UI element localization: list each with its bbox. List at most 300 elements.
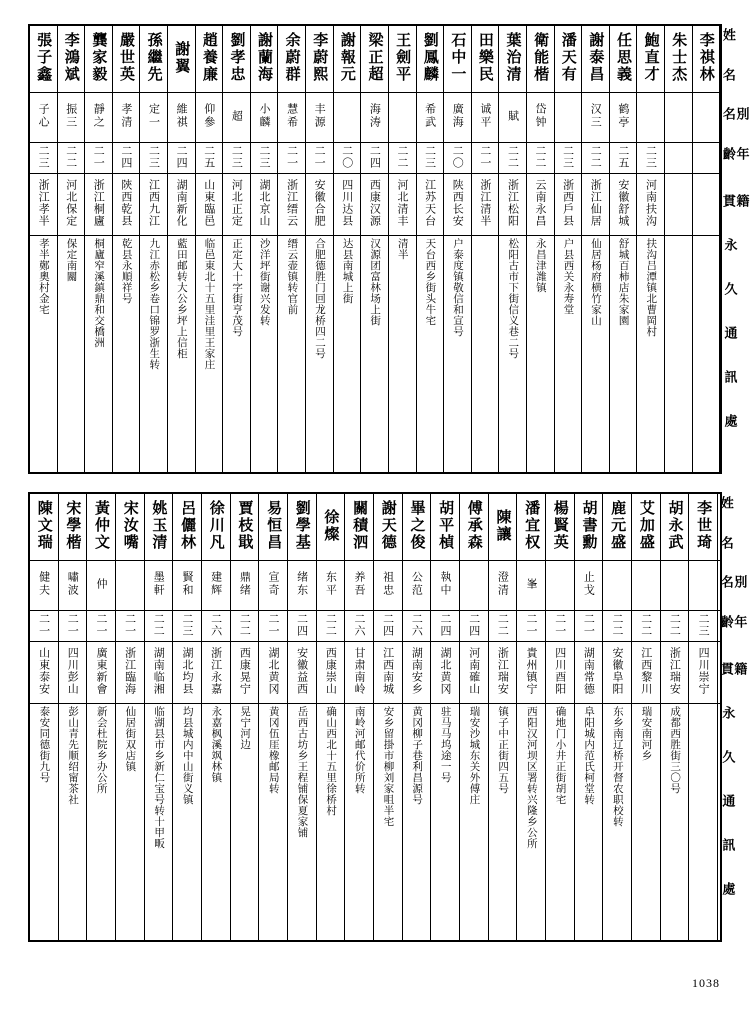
address-text: 永昌津潍镇 — [534, 237, 547, 293]
cell-address — [689, 703, 718, 941]
cell-age — [637, 142, 665, 174]
age-text: 二一 — [92, 144, 106, 169]
cell-age — [345, 610, 374, 642]
name-text: 李祺林 — [697, 32, 716, 84]
cell-alias — [173, 561, 202, 611]
cell-name — [692, 25, 720, 93]
cell-native — [140, 174, 168, 236]
native-text: 安徽益西 — [295, 647, 309, 696]
native-text: 云南永昌 — [534, 179, 548, 228]
cell-native — [546, 642, 575, 704]
cell-name — [665, 25, 693, 93]
cell-native — [144, 642, 173, 704]
name-text: 梁正超 — [366, 32, 385, 84]
name-text: 王劍平 — [394, 32, 413, 84]
cell-age — [471, 142, 499, 174]
cell-address — [306, 235, 334, 473]
cell-age — [361, 142, 389, 174]
name-text: 鮑直才 — [642, 32, 661, 84]
column-header-name — [717, 493, 733, 561]
address-text: 瑞安沙城东关外傅庄 — [468, 705, 481, 805]
cell-age — [144, 610, 173, 642]
native-text: 浙江孝半 — [37, 179, 51, 228]
column-header-text: 姓 名 — [717, 496, 733, 556]
cell-alias — [517, 561, 546, 611]
name-text: 艾加盛 — [637, 500, 656, 552]
alias-text: 小麟 — [257, 103, 271, 129]
name-text: 劉孝忠 — [228, 32, 247, 84]
column-header-text: 別 名 — [717, 574, 747, 615]
native-text: 河南扶沟 — [644, 179, 658, 228]
cell-native — [574, 642, 603, 704]
cell-native — [471, 174, 499, 236]
table-row — [29, 93, 721, 143]
age-text: 二一 — [582, 612, 596, 637]
cell-name — [85, 25, 113, 93]
name-text: 賈枝戢 — [236, 500, 255, 552]
address-text: 仙居杨府横竹家山 — [590, 237, 603, 326]
alias-text: 祖忠 — [381, 571, 395, 597]
cell-name — [444, 25, 472, 93]
cell-age — [195, 142, 223, 174]
cell-address — [259, 703, 288, 941]
cell-native — [374, 642, 403, 704]
age-text: 二一 — [123, 612, 137, 637]
cell-alias — [278, 93, 306, 143]
address-text: 缙云壶镇转官前 — [286, 237, 299, 315]
native-text: 西康晃宁 — [238, 647, 252, 696]
cell-native — [345, 642, 374, 704]
cell-age — [388, 142, 416, 174]
cell-alias — [288, 561, 317, 611]
cell-name — [195, 25, 223, 93]
age-text: 二三 — [644, 144, 658, 169]
cell-address — [665, 235, 693, 473]
name-text: 潘天有 — [559, 32, 578, 84]
cell-name — [603, 493, 632, 561]
name-text: 謝泰昌 — [587, 32, 606, 84]
cell-address — [345, 703, 374, 941]
age-text: 二六 — [209, 612, 223, 637]
cell-alias — [546, 561, 575, 611]
cell-age — [85, 142, 113, 174]
table-row — [29, 561, 721, 611]
cell-age — [692, 142, 720, 174]
alias-text: 鹤亭 — [616, 103, 630, 129]
name-text: 余蔚群 — [283, 32, 302, 84]
native-text: 浙江缙云 — [285, 179, 299, 228]
cell-native — [689, 642, 718, 704]
age-text: 二三 — [561, 144, 575, 169]
cell-address — [140, 235, 168, 473]
column-header-alias — [719, 93, 749, 147]
name-text: 任思義 — [614, 32, 633, 84]
cell-age — [140, 142, 168, 174]
cell-age — [665, 142, 693, 174]
cell-alias — [499, 93, 527, 143]
native-text: 湖南常德 — [582, 647, 596, 696]
cell-alias — [250, 93, 278, 143]
cell-native — [278, 174, 306, 236]
cell-native — [259, 642, 288, 704]
age-text: 二三 — [697, 612, 711, 637]
age-text: 二二 — [534, 144, 548, 169]
cell-alias — [168, 93, 196, 143]
cell-address — [250, 235, 278, 473]
cell-name — [306, 25, 334, 93]
address-text: 晃宁河边 — [239, 705, 252, 750]
cell-name — [316, 493, 345, 561]
age-text: 二六 — [353, 612, 366, 637]
cell-alias — [361, 93, 389, 143]
cell-age — [416, 142, 444, 174]
cell-address — [517, 703, 546, 941]
cell-alias — [660, 561, 689, 611]
address-text: 合肥德胜门回龙桥四二号 — [313, 237, 326, 359]
cell-alias — [112, 93, 140, 143]
cell-name — [554, 25, 582, 93]
cell-address — [173, 703, 202, 941]
alias-text: 诚平 — [478, 103, 492, 129]
cell-native — [250, 174, 278, 236]
native-text: 湖北黄冈 — [439, 647, 453, 696]
alias-text: 廣海 — [451, 103, 465, 129]
cell-alias — [29, 93, 57, 143]
name-text: 劉鳳麟 — [421, 32, 440, 84]
name-text: 潘宜权 — [523, 500, 542, 552]
age-text: 二二 — [396, 144, 409, 169]
address-text: 仙居街双店镇 — [124, 705, 137, 772]
native-text: 安徽阜阳 — [611, 647, 625, 696]
cell-age — [278, 142, 306, 174]
column-header-text: 永 久 通 訊 處 — [719, 705, 735, 903]
alias-text: 健夫 — [37, 571, 51, 597]
cell-name — [116, 493, 145, 561]
cell-age — [499, 142, 527, 174]
age-text: 二一 — [553, 612, 567, 637]
age-text: 二三 — [37, 144, 51, 169]
native-text: 浙江永嘉 — [209, 647, 223, 696]
name-text: 宋學楷 — [64, 500, 83, 552]
cell-address — [388, 235, 416, 473]
name-text: 徐川凡 — [207, 500, 226, 552]
cell-age — [112, 142, 140, 174]
cell-alias — [431, 561, 460, 611]
cell-address — [402, 703, 431, 941]
native-text: 湖北均县 — [180, 647, 194, 696]
cell-name — [278, 25, 306, 93]
column-header-name — [719, 25, 735, 93]
name-text: 謝蘭海 — [256, 32, 275, 84]
age-text: 二五 — [616, 144, 630, 169]
address-text: 镇子中正街四五号 — [497, 705, 510, 794]
age-text: 二二 — [668, 612, 682, 637]
cell-name — [250, 25, 278, 93]
age-text: 二二 — [64, 144, 78, 169]
alias-text: 公范 — [410, 571, 424, 597]
alias-text: 賦 — [506, 109, 520, 123]
table-row — [29, 25, 721, 93]
cell-address — [58, 703, 87, 941]
name-text: 嚴世英 — [118, 32, 136, 84]
cell-alias — [140, 93, 168, 143]
address-text: 安乡留掛市柳刘家咀半宅 — [382, 705, 395, 827]
cell-native — [202, 642, 231, 704]
table-row — [29, 642, 721, 704]
alias-text: 嘯波 — [66, 571, 80, 597]
address-text: 彭山青先顺绍甯茶社 — [67, 705, 80, 805]
column-header-text: 別 名 — [719, 106, 749, 147]
age-text: 二一 — [94, 612, 108, 637]
cell-alias — [333, 93, 361, 143]
name-text: 趙養廉 — [200, 32, 219, 84]
cell-name — [660, 493, 689, 561]
address-text: 确地门小井正街胡宅 — [554, 705, 567, 805]
cell-name — [140, 25, 168, 93]
cell-address — [223, 235, 251, 473]
cell-name — [574, 493, 603, 561]
cell-native — [112, 174, 140, 236]
cell-name — [288, 493, 317, 561]
cell-native — [460, 642, 489, 704]
cell-alias — [259, 561, 288, 611]
cell-alias — [665, 93, 693, 143]
address-text: 汉源团富林场上街 — [369, 237, 382, 326]
cell-age — [116, 610, 145, 642]
alias-text: 孝清 — [119, 103, 133, 129]
address-text: 均县城内中山街义镇 — [181, 705, 194, 805]
cell-name — [58, 493, 87, 561]
cell-alias — [374, 561, 403, 611]
cell-alias — [574, 561, 603, 611]
cell-native — [603, 642, 632, 704]
name-text: 鹿元盛 — [609, 500, 628, 552]
cell-native — [526, 174, 554, 236]
alias-text: 养吾 — [353, 571, 366, 597]
cell-name — [168, 25, 196, 93]
cell-alias — [554, 93, 582, 143]
cell-address — [603, 703, 632, 941]
native-text: 浙江仙居 — [589, 179, 603, 228]
cell-name — [637, 25, 665, 93]
name-text: 易恒昌 — [265, 500, 284, 552]
cell-address — [116, 703, 145, 941]
cell-address — [195, 235, 223, 473]
cell-address — [57, 235, 85, 473]
address-text: 沙洋坪街谢兴发转 — [258, 237, 271, 326]
cell-alias — [316, 561, 345, 611]
cell-native — [692, 174, 720, 236]
cell-native — [57, 174, 85, 236]
age-text: 二二 — [496, 612, 510, 637]
cell-name — [29, 493, 58, 561]
cell-native — [58, 642, 87, 704]
cell-address — [692, 235, 720, 473]
cell-age — [582, 142, 610, 174]
cell-age — [660, 610, 689, 642]
name-text: 朱士杰 — [670, 32, 689, 84]
column-header-native — [717, 642, 747, 704]
cell-age — [306, 142, 334, 174]
cell-age — [333, 142, 361, 174]
table-row — [29, 142, 721, 174]
cell-address — [632, 703, 661, 941]
alias-text: 澄清 — [496, 571, 510, 597]
cell-native — [230, 642, 259, 704]
address-text: 黄冈柳子巷利昌源号 — [411, 705, 424, 805]
native-text: 山東臨邑 — [202, 179, 216, 228]
cell-native — [85, 174, 113, 236]
native-text: 浙江瑞安 — [668, 647, 682, 696]
cell-alias — [471, 93, 499, 143]
alias-text: 汉三 — [589, 103, 603, 129]
cell-alias — [692, 93, 720, 143]
cell-address — [526, 235, 554, 473]
cell-age — [526, 142, 554, 174]
native-text: 浙江桐廬 — [92, 179, 106, 228]
cell-address — [444, 235, 472, 473]
alias-text: 定一 — [147, 103, 161, 129]
cell-native — [223, 174, 251, 236]
name-text: 石中一 — [449, 32, 468, 84]
cell-alias — [460, 561, 489, 611]
cell-address — [637, 235, 665, 473]
cell-address — [85, 235, 113, 473]
alias-text: 止戈 — [582, 571, 596, 597]
cell-alias — [444, 93, 472, 143]
age-text: 二三 — [423, 144, 437, 169]
cell-address — [288, 703, 317, 941]
name-text: 傅承森 — [465, 500, 484, 552]
age-text: 二三 — [230, 144, 244, 169]
address-text: 成都西胜街三〇号 — [669, 705, 682, 794]
cell-address — [574, 703, 603, 941]
native-text: 四川达县 — [340, 179, 354, 228]
cell-name — [689, 493, 718, 561]
cell-alias — [603, 561, 632, 611]
cell-name — [144, 493, 173, 561]
address-text: 保定南關 — [65, 237, 78, 282]
name-text: 楊賢英 — [551, 500, 570, 552]
alias-text: 鼎绪 — [238, 571, 252, 597]
age-text: 二四 — [467, 612, 481, 637]
native-text: 浙江清半 — [478, 179, 492, 228]
address-text: 户泰度镇敬信和宣号 — [452, 237, 464, 337]
name-text: 宋汝嘴 — [121, 500, 140, 552]
cell-age — [574, 610, 603, 642]
cell-age — [250, 142, 278, 174]
alias-text: 峯 — [525, 577, 539, 591]
cell-alias — [87, 561, 116, 611]
alias-text: 靜之 — [92, 103, 106, 129]
age-text: 二〇 — [340, 144, 354, 169]
cell-name — [361, 25, 389, 93]
cell-name — [471, 25, 499, 93]
alias-text: 丰源 — [313, 103, 327, 129]
cell-age — [202, 610, 231, 642]
cell-native — [431, 642, 460, 704]
table-row — [29, 610, 721, 642]
cell-address — [333, 235, 361, 473]
cell-address — [168, 235, 196, 473]
age-text: 二四 — [381, 612, 395, 637]
cell-alias — [58, 561, 87, 611]
alias-text: 岱钟 — [534, 103, 548, 129]
cell-address — [609, 235, 637, 473]
cell-native — [173, 642, 202, 704]
cell-native — [316, 642, 345, 704]
alias-text: 仰參 — [202, 103, 216, 129]
name-text: 葉治清 — [504, 32, 523, 84]
alias-text: 仲 — [94, 577, 108, 591]
name-text: 關積泗 — [351, 500, 370, 552]
address-text: 户县西关永寿堂 — [562, 237, 575, 315]
cell-address — [660, 703, 689, 941]
cell-alias — [637, 93, 665, 143]
name-text: 畢之俊 — [408, 500, 427, 552]
cell-age — [58, 610, 87, 642]
native-text: 浙西戶县 — [561, 179, 575, 228]
name-text: 張子鑫 — [35, 32, 54, 84]
cell-age — [517, 610, 546, 642]
age-text: 二二 — [589, 144, 603, 169]
cell-age — [374, 610, 403, 642]
cell-name — [499, 25, 527, 93]
column-header-text: 永 久 通 訊 處 — [721, 237, 737, 435]
cell-alias — [57, 93, 85, 143]
page-number: 1038 — [692, 976, 720, 990]
cell-name — [632, 493, 661, 561]
cell-name — [460, 493, 489, 561]
cell-age — [173, 610, 202, 642]
cell-age — [689, 610, 718, 642]
address-text: 西阳汉河坝区署转兴隆乡公所 — [525, 705, 538, 849]
address-text: 永嘉枫溪飒林镇 — [210, 705, 223, 783]
name-text: 胡永武 — [666, 500, 685, 552]
cell-name — [87, 493, 116, 561]
alias-text: 东平 — [324, 571, 338, 597]
cell-native — [288, 642, 317, 704]
cell-address — [144, 703, 173, 941]
age-text: 二二 — [324, 612, 338, 637]
cell-native — [665, 174, 693, 236]
cell-age — [546, 610, 575, 642]
cell-age — [288, 610, 317, 642]
cell-name — [333, 25, 361, 93]
address-text: 阜阳城内范氏柯堂转 — [583, 705, 596, 805]
column-header-text: 籍 貫 — [719, 193, 749, 234]
alias-text: 超 — [230, 109, 244, 123]
cell-address — [546, 703, 575, 941]
cell-native — [609, 174, 637, 236]
cell-native — [306, 174, 334, 236]
column-header-age — [717, 610, 747, 656]
native-text: 四川崇宁 — [697, 647, 711, 696]
name-text: 徐燦 — [322, 508, 341, 543]
age-text: 二二 — [152, 612, 166, 637]
native-text: 河北正定 — [230, 179, 244, 228]
cell-native — [582, 174, 610, 236]
age-text: 二三 — [180, 612, 194, 637]
native-text: 河北保定 — [64, 179, 78, 228]
cell-alias — [230, 561, 259, 611]
address-text: 藍田邮转大公乡坪上信柜 — [175, 237, 188, 359]
table-row — [29, 493, 721, 561]
registry-table — [28, 492, 747, 942]
address-text: 九江赤松乡卷口锦罗浙生转 — [148, 237, 161, 370]
cell-name — [388, 25, 416, 93]
column-header-native — [719, 174, 749, 236]
